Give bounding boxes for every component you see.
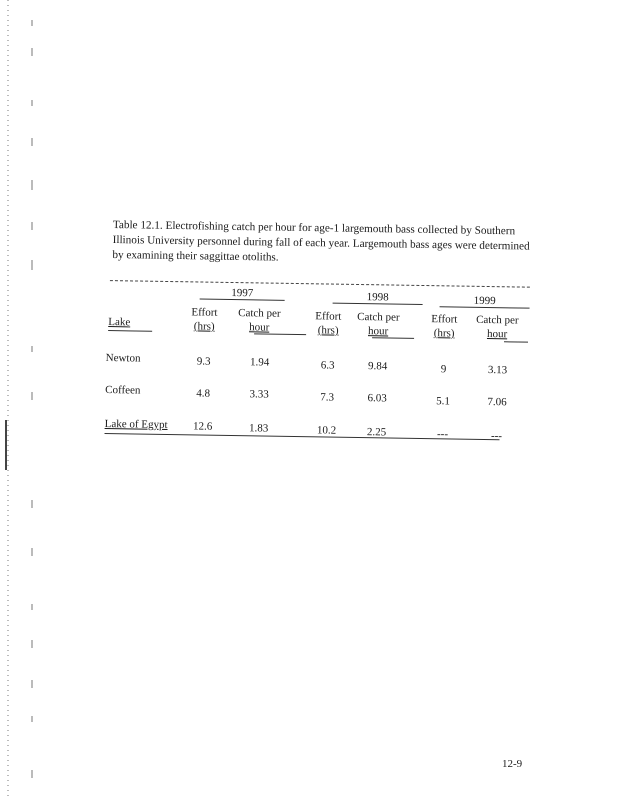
cell-cph-1999: 7.06 — [487, 396, 507, 409]
header-rule-a — [254, 333, 306, 335]
cell-effort-1998: 6.3 — [320, 359, 335, 372]
table-caption: Table 12.1. Electrofishing catch per hour for age-1 largemouth bass collected by Southern Illinois University personnel during fall of each year. Largemouth bass ages were determined by examining their saggittae otoliths. — [112, 218, 530, 264]
cell-cph-1998: 6.03 — [367, 392, 387, 405]
scan-edge-artifacts — [0, 0, 40, 800]
cell-effort-1999: 9 — [440, 363, 447, 376]
year-rule-1997 — [200, 298, 285, 300]
effort-header-1997: Effort (hrs) — [191, 306, 218, 333]
cell-effort-1998: 7.3 — [320, 391, 335, 404]
cell-cph-1998: 9.84 — [367, 360, 388, 373]
cell-effort-1997: 12.6 — [192, 420, 213, 433]
cph-header-1997: Catch per hour — [238, 307, 281, 334]
row-lake-name: Lake of Egypt — [104, 418, 168, 432]
cell-effort-1999: --- — [436, 428, 449, 441]
cell-cph-1997: 3.33 — [249, 388, 269, 401]
header-rule-c — [504, 341, 528, 342]
effort-header-1998: Effort (hrs) — [315, 310, 342, 337]
header-rule-b — [372, 337, 414, 339]
row-lake-name: Coffeen — [105, 384, 141, 397]
header-rule-lake — [108, 330, 152, 332]
cell-cph-1997: 1.94 — [249, 356, 270, 369]
year-rule-1998 — [333, 303, 423, 305]
cell-effort-1997: 4.8 — [196, 387, 211, 400]
cph-header-1999: Catch per hour — [476, 313, 519, 341]
year-header-1998: 1998 — [366, 291, 389, 304]
effort-header-1999: Effort (hrs) — [431, 313, 458, 340]
row-lake-name: Newton — [105, 352, 141, 365]
year-header-1997: 1997 — [231, 286, 254, 300]
cell-cph-1999: 3.13 — [487, 364, 508, 377]
lake-column-header: Lake — [108, 316, 131, 329]
cell-cph-1998: 2.25 — [366, 426, 387, 439]
cell-effort-1998: 10.2 — [316, 424, 337, 437]
cell-effort-1997: 9.3 — [196, 355, 211, 368]
cell-effort-1999: 5.1 — [436, 395, 451, 408]
year-rule-1999 — [440, 306, 530, 308]
year-header-1999: 1999 — [473, 294, 496, 308]
cph-header-1998: Catch per hour — [357, 310, 400, 338]
cell-cph-1999: --- — [490, 430, 503, 443]
cell-cph-1997: 1.83 — [248, 422, 269, 435]
page-number: 12-9 — [502, 758, 523, 770]
table-top-rule — [110, 280, 530, 288]
catch-table — [102, 276, 535, 453]
